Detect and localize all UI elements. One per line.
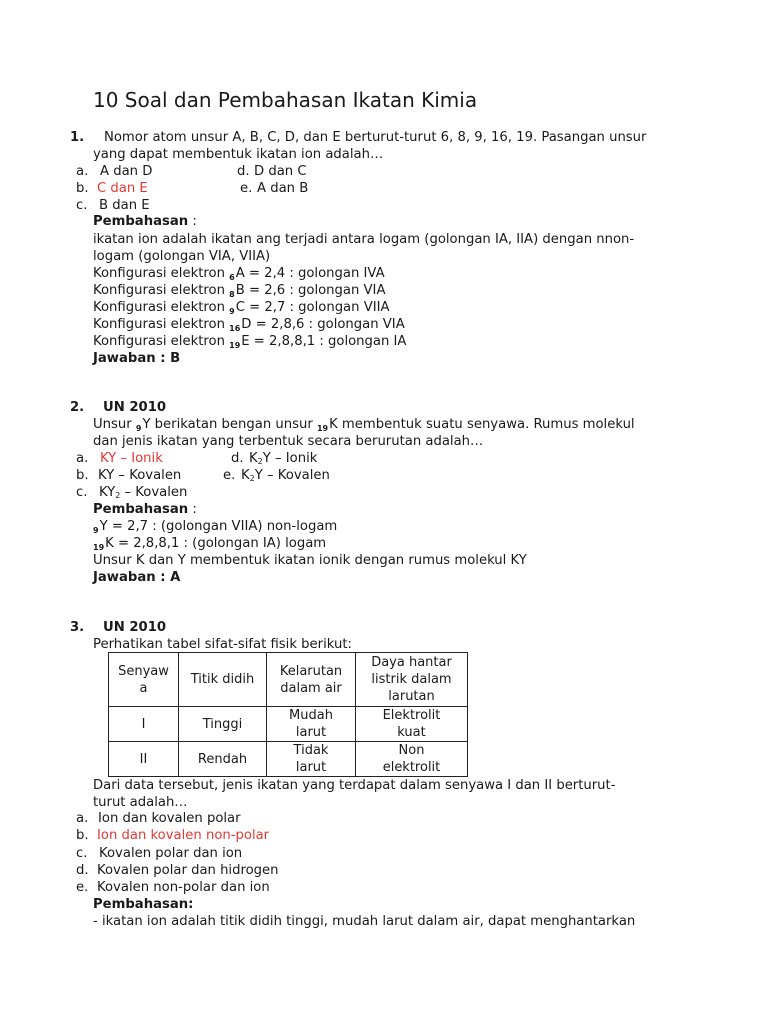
option-label: d.: [231, 451, 244, 466]
table-cell: Elektrolit kuat: [356, 707, 468, 742]
option-d: Kovalen polar dan hidrogen: [97, 863, 279, 878]
question-text: Perhatikan tabel sifat-sifat fisik berikut:: [93, 637, 352, 652]
explanation-text: ikatan ion adalah ikatan ang terjadi antara logam (golongan IA, IIA) dengan nnon-: [93, 232, 635, 247]
option-label: c.: [76, 485, 88, 500]
table-cell: Rendah: [179, 742, 267, 777]
properties-table: [108, 652, 468, 777]
option-d: D dan C: [254, 164, 307, 179]
option-label: a.: [76, 451, 89, 466]
explanation-text: $_{19}$K = 2,8,8,1 : (golongan IA) logam: [93, 536, 327, 552]
table-cell: Tidak larut: [267, 742, 356, 777]
table-cell: Mudah larut: [267, 707, 356, 742]
option-a-correct: KY – Ionik: [100, 451, 163, 466]
question-text: Unsur $_9$Y berikatan bengan unsur $_{19}$K membentuk suatu senyawa. Rumus molekul: [93, 417, 635, 433]
explanation-text: logam (golongan VIA, VIIA): [93, 249, 271, 264]
explanation-text: Unsur K dan Y membentuk ikatan ionik dengan rumus molekul KY: [93, 553, 527, 568]
option-label: b.: [76, 181, 89, 196]
answer-line: Jawaban : A: [93, 570, 181, 585]
option-c: Kovalen polar dan ion: [99, 846, 243, 861]
option-label: c.: [76, 846, 88, 861]
option-e: A dan B: [257, 181, 309, 196]
option-e: Kovalen non-polar dan ion: [97, 880, 270, 895]
question-text: Nomor atom unsur A, B, C, D, dan E berturut-turut 6, 8, 9, 16, 19. Pasangan unsur: [104, 130, 647, 145]
option-label: d.: [237, 164, 250, 179]
option-b: KY – Kovalen: [98, 468, 182, 483]
config-line: Konfigurasi elektron $_{19}$E = 2,8,8,1 : golongan IA: [93, 334, 407, 350]
table-cell: I: [109, 707, 179, 742]
option-label: e.: [240, 181, 253, 196]
option-label: b.: [76, 828, 89, 843]
option-label: b.: [76, 468, 89, 483]
explanation-text: - ikatan ion adalah titik didih tinggi, mudah larut dalam air, dapat menghantarkan: [93, 914, 636, 929]
table-cell: Tinggi: [179, 707, 267, 742]
pembahasan-heading: Pembahasan :: [93, 214, 197, 229]
table-header-cell: Titik didih: [179, 653, 267, 707]
option-b-correct: Ion dan kovalen non-polar: [97, 828, 270, 843]
table-row: [109, 707, 468, 742]
config-line: Konfigurasi elektron $_9$C = 2,7 : golongan VIIA: [93, 300, 390, 316]
page-title: 10 Soal dan Pembahasan Ikatan Kimia: [93, 88, 478, 112]
config-line: Konfigurasi elektron $_{16}$D = 2,8,6 : golongan VIA: [93, 317, 405, 333]
table-cell: II: [109, 742, 179, 777]
question-text: turut adalah…: [93, 795, 188, 810]
table-header-cell: Kelarutan dalam air: [267, 653, 356, 707]
answer-line: Jawaban : B: [93, 351, 181, 366]
question-text: yang dapat membentuk ikatan ion adalah…: [93, 147, 384, 162]
pembahasan-heading: Pembahasan :: [93, 502, 197, 517]
option-b-correct: C dan E: [97, 181, 148, 196]
option-label: e.: [76, 880, 89, 895]
option-c: $KY_2$ – Kovalen: [99, 485, 188, 500]
option-a: Ion dan kovalen polar: [98, 811, 241, 826]
question-text: Dari data tersebut, jenis ikatan yang terdapat dalam senyawa I dan II berturut-: [93, 778, 616, 793]
question-source: UN 2010: [103, 400, 167, 415]
question-source: UN 2010: [103, 620, 167, 635]
table-header-row: [109, 653, 468, 707]
option-c: B dan E: [99, 198, 150, 213]
pembahasan-heading: Pembahasan:: [93, 897, 194, 912]
config-line: Konfigurasi elektron $_6$A = 2,4 : golongan IVA: [93, 266, 385, 282]
option-a: A dan D: [100, 164, 153, 179]
option-e: $K_2Y$ – Kovalen: [241, 468, 330, 483]
option-label: e.: [223, 468, 236, 483]
question-number: 2.: [70, 400, 85, 415]
table-row: [109, 742, 468, 777]
table-header-cell: Senyaw a: [109, 653, 179, 707]
table-cell: Non elektrolit: [356, 742, 468, 777]
question-number: 1.: [70, 130, 85, 145]
table-header-cell: Daya hantar listrik dalam larutan: [356, 653, 468, 707]
explanation-text: $_9$Y = 2,7 : (golongan VIIA) non-logam: [93, 519, 338, 535]
option-label: c.: [76, 198, 88, 213]
config-line: Konfigurasi elektron $_8$B = 2,6 : golongan VIA: [93, 283, 386, 299]
option-d: $K_2Y$ – Ionik: [249, 451, 318, 466]
option-label: a.: [76, 811, 89, 826]
question-number: 3.: [70, 620, 85, 635]
question-text: dan jenis ikatan yang terbentuk secara berurutan adalah…: [93, 434, 484, 449]
option-label: d.: [76, 863, 89, 878]
option-label: a.: [76, 164, 89, 179]
